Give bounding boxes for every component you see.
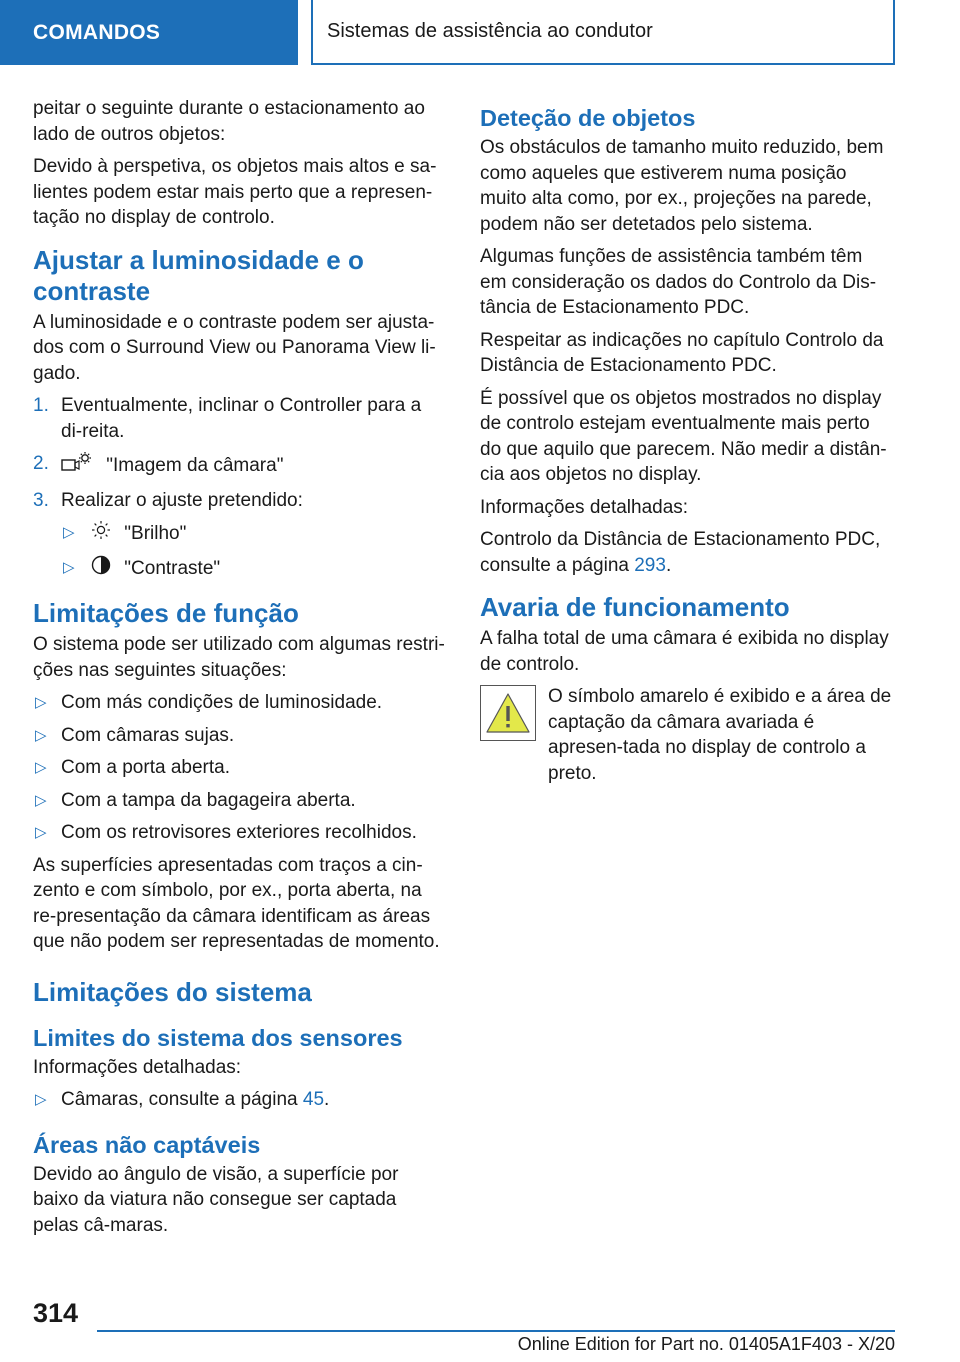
footer-divider xyxy=(97,1330,895,1332)
heading-uncaptured-areas: Áreas não captáveis xyxy=(33,1131,261,1158)
chapter-title xyxy=(311,0,895,65)
chapter-title-text: Sistemas de assistência ao condutor xyxy=(327,20,653,42)
list-item xyxy=(33,820,447,846)
list-item-text: Com câmaras sujas. xyxy=(61,724,235,746)
triangle-bullet-icon: ▷ xyxy=(63,558,75,576)
option-brightness xyxy=(61,520,447,548)
detection-paragraph-2: Algumas funções de assistência também têm em consideração os dados do Controlo da Dis-tância de Estacionamento PDC. xyxy=(480,246,877,318)
list-item xyxy=(33,1087,447,1113)
triangle-bullet-icon: ▷ xyxy=(35,791,47,809)
step-text: Realizar o ajuste pretendido: xyxy=(61,489,303,511)
function-limits-list xyxy=(33,690,447,846)
triangle-bullet-icon: ▷ xyxy=(35,726,47,744)
brightness-icon xyxy=(91,520,111,548)
triangle-bullet-icon: ▷ xyxy=(35,824,47,841)
triangle-bullet-icon: ▷ xyxy=(35,759,47,776)
step-item xyxy=(33,393,447,444)
detection-paragraph-3: Respeitar as indicações no capítulo Controlo da Distância de Estacionamento PDC. xyxy=(480,329,884,376)
brightness-paragraph: A luminosidade e o contraste podem ser ajusta-dos com o Surround View ou Panorama View li-gado. xyxy=(33,311,436,384)
warning-note xyxy=(480,684,892,786)
step-text: "Imagem da câmara" xyxy=(106,454,284,476)
function-limits-paragraph: O sistema pode ser utilizado com algumas restri-ções nas seguintes situações: xyxy=(33,634,445,681)
left-column xyxy=(33,96,447,1245)
camera-settings-icon xyxy=(61,451,93,481)
contrast-icon xyxy=(91,555,111,583)
intro-paragraph-2: Devido à perspetiva, os objetos mais altos e sa-lientes podem estar mais perto que a represen-tação no display de controlo. xyxy=(33,156,437,228)
option-contrast xyxy=(61,555,447,583)
option-label: "Brilho" xyxy=(124,522,187,544)
adjust-steps xyxy=(33,393,447,513)
intro-paragraph-1: peitar o seguinte durante o estacionamento ao lado de outros objetos: xyxy=(33,98,425,145)
list-item xyxy=(33,723,447,749)
list-item xyxy=(33,755,447,781)
option-label: "Contraste" xyxy=(124,557,221,579)
sensor-limits-list xyxy=(33,1087,447,1113)
detection-paragraph-1: Os obstáculos de tamanho muito reduzido, bem como aqueles que estiverem numa posição muito alta como, por ex., projeções na parede, podem não ser detetados pelo sistema. xyxy=(480,137,884,235)
malfunction-paragraph: A falha total de uma câmara é exibida no display de controlo. xyxy=(480,628,889,675)
step-item xyxy=(33,451,447,481)
page-link-293[interactable]: 293 xyxy=(634,554,666,576)
triangle-bullet-icon: ▷ xyxy=(35,694,47,711)
details-label: Informações detalhadas: xyxy=(33,1056,242,1078)
step-number: 2. xyxy=(33,453,49,474)
warning-triangle-icon xyxy=(480,685,536,741)
list-item xyxy=(33,788,447,814)
list-item-text: Com a tampa da bagageira aberta. xyxy=(61,789,356,811)
step-number: 1. xyxy=(33,395,49,416)
right-column xyxy=(480,96,892,786)
step-text: Eventualmente, inclinar o Controller para a di-reita. xyxy=(61,395,422,442)
edition-info: Online Edition for Part no. 01405A1F403 - X/20 xyxy=(517,1334,895,1354)
triangle-bullet-icon: ▷ xyxy=(35,1091,47,1108)
heading-sensor-limits: Limites do sistema dos sensores xyxy=(33,1024,403,1051)
detection-paragraph-4: É possível que os objetos mostrados no display de controlo estejam eventualmente mais perto do que aquilo que parecem. Não medir a distân-cia aos objetos no display. xyxy=(480,387,887,485)
camera-ref-end: . xyxy=(324,1089,330,1110)
step-item xyxy=(33,488,447,514)
step-number: 3. xyxy=(33,489,49,511)
pdc-ref-end: . xyxy=(665,554,672,576)
pdc-reference xyxy=(480,527,892,578)
pdc-ref-text: Controlo da Distância de Estacionamento PDC, consulte a página xyxy=(480,529,881,576)
heading-object-detection: Deteção de objetos xyxy=(480,105,696,131)
warning-text: O símbolo amarelo é exibido e a área de captação da câmara avariada é apresen-tada no display de controlo a preto. xyxy=(548,686,892,784)
adjust-options xyxy=(61,520,447,582)
page-link-45[interactable]: 45 xyxy=(302,1089,325,1110)
details-label: Informações detalhadas: xyxy=(480,496,689,518)
page-number: 314 xyxy=(33,1298,79,1328)
heading-malfunction: Avaria de funcionamento xyxy=(480,592,790,622)
list-item-text: Com más condições de luminosidade. xyxy=(61,692,383,713)
list-item-text: Com a porta aberta. xyxy=(61,757,230,778)
heading-function-limits: Limitações de função xyxy=(33,598,299,628)
triangle-bullet-icon: ▷ xyxy=(63,524,75,541)
heading-system-limits: Limitações do sistema xyxy=(33,976,312,1007)
camera-ref-text: Câmaras, consulte a página xyxy=(61,1089,303,1110)
section-tab: COMANDOS xyxy=(0,0,298,65)
function-limits-paragraph-2: As superfícies apresentadas com traços a cin-zento e com símbolo, por ex., porta aberta, na re-presentação da câmara identificam as áreas que não podem ser representadas de momento. xyxy=(33,854,440,952)
heading-brightness-contrast: Ajustar a luminosidade e o contraste xyxy=(33,244,364,306)
list-item xyxy=(33,690,447,716)
uncaptured-areas-paragraph: Devido ao ângulo de visão, a superfície por baixo da viatura não consegue ser captada pelas câ-maras. xyxy=(33,1163,399,1236)
list-item-text: Com os retrovisores exteriores recolhidos. xyxy=(61,822,417,843)
